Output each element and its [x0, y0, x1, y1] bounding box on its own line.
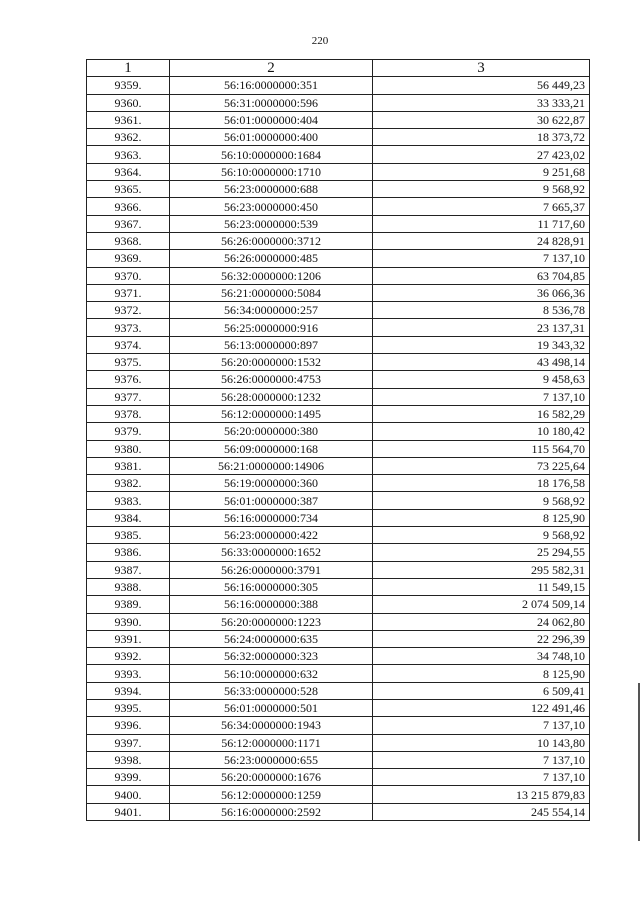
- table-row: [87, 717, 590, 734]
- amount: 2 074 509,14: [373, 596, 590, 613]
- cadastral-number: 56:01:0000000:404: [170, 111, 373, 128]
- row-number: 9365.: [87, 181, 170, 198]
- amount: 7 665,37: [373, 198, 590, 215]
- amount: 7 137,10: [373, 250, 590, 267]
- row-number: 9364.: [87, 163, 170, 180]
- table-row: [87, 769, 590, 786]
- table-row: [87, 354, 590, 371]
- cadastral-number: 56:16:0000000:2592: [170, 803, 373, 820]
- amount: 10 143,80: [373, 734, 590, 751]
- row-number: 9399.: [87, 769, 170, 786]
- row-number: 9382.: [87, 475, 170, 492]
- amount: 9 568,92: [373, 492, 590, 509]
- row-number: 9387.: [87, 561, 170, 578]
- row-number: 9381.: [87, 457, 170, 474]
- table-row: [87, 578, 590, 595]
- row-number: 9389.: [87, 596, 170, 613]
- amount: 11 717,60: [373, 215, 590, 232]
- amount: 18 373,72: [373, 129, 590, 146]
- table-row: [87, 146, 590, 163]
- cadastral-number: 56:34:0000000:1943: [170, 717, 373, 734]
- cadastral-number: 56:01:0000000:387: [170, 492, 373, 509]
- amount: 8 125,90: [373, 665, 590, 682]
- cadastral-number: 56:16:0000000:305: [170, 578, 373, 595]
- table-row: [87, 786, 590, 803]
- cadastral-number: 56:32:0000000:1206: [170, 267, 373, 284]
- table-row: [87, 475, 590, 492]
- row-number: 9383.: [87, 492, 170, 509]
- amount: 16 582,29: [373, 405, 590, 422]
- row-number: 9366.: [87, 198, 170, 215]
- amount: 23 137,31: [373, 319, 590, 336]
- table-row: [87, 198, 590, 215]
- row-number: 9377.: [87, 388, 170, 405]
- row-number: 9370.: [87, 267, 170, 284]
- table-row: [87, 613, 590, 630]
- row-number: 9391.: [87, 630, 170, 647]
- cadastral-number: 56:01:0000000:501: [170, 699, 373, 716]
- table-body: [87, 77, 590, 821]
- amount: 25 294,55: [373, 544, 590, 561]
- table-row: [87, 215, 590, 232]
- row-number: 9376.: [87, 371, 170, 388]
- cadastral-number: 56:28:0000000:1232: [170, 388, 373, 405]
- register-table: [86, 59, 590, 821]
- cadastral-number: 56:26:0000000:3712: [170, 232, 373, 249]
- row-number: 9359.: [87, 77, 170, 94]
- table-row: [87, 630, 590, 647]
- cadastral-number: 56:20:0000000:380: [170, 423, 373, 440]
- table-row: [87, 457, 590, 474]
- amount: 33 333,21: [373, 94, 590, 111]
- amount: 8 125,90: [373, 509, 590, 526]
- cadastral-number: 56:12:0000000:1495: [170, 405, 373, 422]
- row-number: 9367.: [87, 215, 170, 232]
- row-number: 9369.: [87, 250, 170, 267]
- amount: 7 137,10: [373, 769, 590, 786]
- row-number: 9397.: [87, 734, 170, 751]
- amount: 245 554,14: [373, 803, 590, 820]
- cadastral-number: 56:23:0000000:655: [170, 751, 373, 768]
- amount: 9 251,68: [373, 163, 590, 180]
- amount: 10 180,42: [373, 423, 590, 440]
- amount: 11 549,15: [373, 578, 590, 595]
- amount: 22 296,39: [373, 630, 590, 647]
- cadastral-number: 56:32:0000000:323: [170, 648, 373, 665]
- table-row: [87, 699, 590, 716]
- row-number: 9380.: [87, 440, 170, 457]
- cadastral-number: 56:26:0000000:485: [170, 250, 373, 267]
- row-number: 9396.: [87, 717, 170, 734]
- row-number: 9398.: [87, 751, 170, 768]
- table-header-row: [87, 60, 590, 77]
- table-row: [87, 561, 590, 578]
- cadastral-number: 56:23:0000000:688: [170, 181, 373, 198]
- table-row: [87, 232, 590, 249]
- amount: 56 449,23: [373, 77, 590, 94]
- amount: 295 582,31: [373, 561, 590, 578]
- table-row: [87, 544, 590, 561]
- table-row: [87, 440, 590, 457]
- amount: 30 622,87: [373, 111, 590, 128]
- amount: 34 748,10: [373, 648, 590, 665]
- amount: 7 137,10: [373, 388, 590, 405]
- table-row: [87, 163, 590, 180]
- row-number: 9361.: [87, 111, 170, 128]
- table-row: [87, 751, 590, 768]
- cadastral-number: 56:20:0000000:1532: [170, 354, 373, 371]
- table-row: [87, 94, 590, 111]
- table-row: [87, 284, 590, 301]
- row-number: 9384.: [87, 509, 170, 526]
- amount: 18 176,58: [373, 475, 590, 492]
- cadastral-number: 56:12:0000000:1171: [170, 734, 373, 751]
- cadastral-number: 56:19:0000000:360: [170, 475, 373, 492]
- table-row: [87, 371, 590, 388]
- row-number: 9394.: [87, 682, 170, 699]
- row-number: 9390.: [87, 613, 170, 630]
- row-number: 9392.: [87, 648, 170, 665]
- amount: 8 536,78: [373, 302, 590, 319]
- amount: 13 215 879,83: [373, 786, 590, 803]
- row-number: 9393.: [87, 665, 170, 682]
- cadastral-number: 56:20:0000000:1223: [170, 613, 373, 630]
- cadastral-number: 56:01:0000000:400: [170, 129, 373, 146]
- table-row: [87, 527, 590, 544]
- table-row: [87, 111, 590, 128]
- cadastral-number: 56:23:0000000:450: [170, 198, 373, 215]
- column-header-number: 1: [87, 60, 170, 77]
- row-number: 9386.: [87, 544, 170, 561]
- page-number: 220: [311, 35, 329, 47]
- cadastral-number: 56:12:0000000:1259: [170, 786, 373, 803]
- amount: 63 704,85: [373, 267, 590, 284]
- cadastral-number: 56:31:0000000:596: [170, 94, 373, 111]
- amount: 43 498,14: [373, 354, 590, 371]
- table-row: [87, 665, 590, 682]
- cadastral-number: 56:20:0000000:1676: [170, 769, 373, 786]
- row-number: 9368.: [87, 232, 170, 249]
- row-number: 9371.: [87, 284, 170, 301]
- amount: 24 828,91: [373, 232, 590, 249]
- cadastral-number: 56:16:0000000:388: [170, 596, 373, 613]
- cadastral-number: 56:10:0000000:632: [170, 665, 373, 682]
- cadastral-number: 56:13:0000000:897: [170, 336, 373, 353]
- amount: 19 343,32: [373, 336, 590, 353]
- cadastral-number: 56:09:0000000:168: [170, 440, 373, 457]
- amount: 73 225,64: [373, 457, 590, 474]
- table-row: [87, 803, 590, 820]
- cadastral-number: 56:33:0000000:1652: [170, 544, 373, 561]
- table-row: [87, 734, 590, 751]
- column-header-amount: 3: [373, 60, 590, 77]
- amount: 115 564,70: [373, 440, 590, 457]
- amount: 6 509,41: [373, 682, 590, 699]
- amount: 27 423,02: [373, 146, 590, 163]
- table-row: [87, 596, 590, 613]
- table-row: [87, 129, 590, 146]
- table-row: [87, 648, 590, 665]
- table-row: [87, 302, 590, 319]
- cadastral-number: 56:21:0000000:14906: [170, 457, 373, 474]
- amount: 36 066,36: [373, 284, 590, 301]
- row-number: 9388.: [87, 578, 170, 595]
- table-row: [87, 77, 590, 94]
- cadastral-number: 56:16:0000000:351: [170, 77, 373, 94]
- row-number: 9378.: [87, 405, 170, 422]
- row-number: 9360.: [87, 94, 170, 111]
- amount: 24 062,80: [373, 613, 590, 630]
- amount: 9 568,92: [373, 527, 590, 544]
- amount: 7 137,10: [373, 751, 590, 768]
- table-row: [87, 336, 590, 353]
- table-row: [87, 181, 590, 198]
- row-number: 9400.: [87, 786, 170, 803]
- row-number: 9375.: [87, 354, 170, 371]
- table-row: [87, 682, 590, 699]
- table-row: [87, 319, 590, 336]
- table-row: [87, 423, 590, 440]
- amount: 9 568,92: [373, 181, 590, 198]
- cadastral-number: 56:16:0000000:734: [170, 509, 373, 526]
- row-number: 9372.: [87, 302, 170, 319]
- cadastral-number: 56:24:0000000:635: [170, 630, 373, 647]
- amount: 122 491,46: [373, 699, 590, 716]
- cadastral-number: 56:26:0000000:3791: [170, 561, 373, 578]
- table-row: [87, 405, 590, 422]
- amount: 7 137,10: [373, 717, 590, 734]
- table-row: [87, 492, 590, 509]
- row-number: 9374.: [87, 336, 170, 353]
- amount: 9 458,63: [373, 371, 590, 388]
- cadastral-number: 56:21:0000000:5084: [170, 284, 373, 301]
- row-number: 9363.: [87, 146, 170, 163]
- table-row: [87, 250, 590, 267]
- table-row: [87, 509, 590, 526]
- row-number: 9401.: [87, 803, 170, 820]
- cadastral-number: 56:25:0000000:916: [170, 319, 373, 336]
- column-header-cadastral: 2: [170, 60, 373, 77]
- row-number: 9385.: [87, 527, 170, 544]
- cadastral-number: 56:33:0000000:528: [170, 682, 373, 699]
- cadastral-number: 56:26:0000000:4753: [170, 371, 373, 388]
- table-row: [87, 267, 590, 284]
- row-number: 9395.: [87, 699, 170, 716]
- cadastral-number: 56:23:0000000:539: [170, 215, 373, 232]
- cadastral-number: 56:34:0000000:257: [170, 302, 373, 319]
- row-number: 9373.: [87, 319, 170, 336]
- cadastral-number: 56:10:0000000:1684: [170, 146, 373, 163]
- row-number: 9362.: [87, 129, 170, 146]
- table-row: [87, 388, 590, 405]
- cadastral-number: 56:10:0000000:1710: [170, 163, 373, 180]
- row-number: 9379.: [87, 423, 170, 440]
- cadastral-number: 56:23:0000000:422: [170, 527, 373, 544]
